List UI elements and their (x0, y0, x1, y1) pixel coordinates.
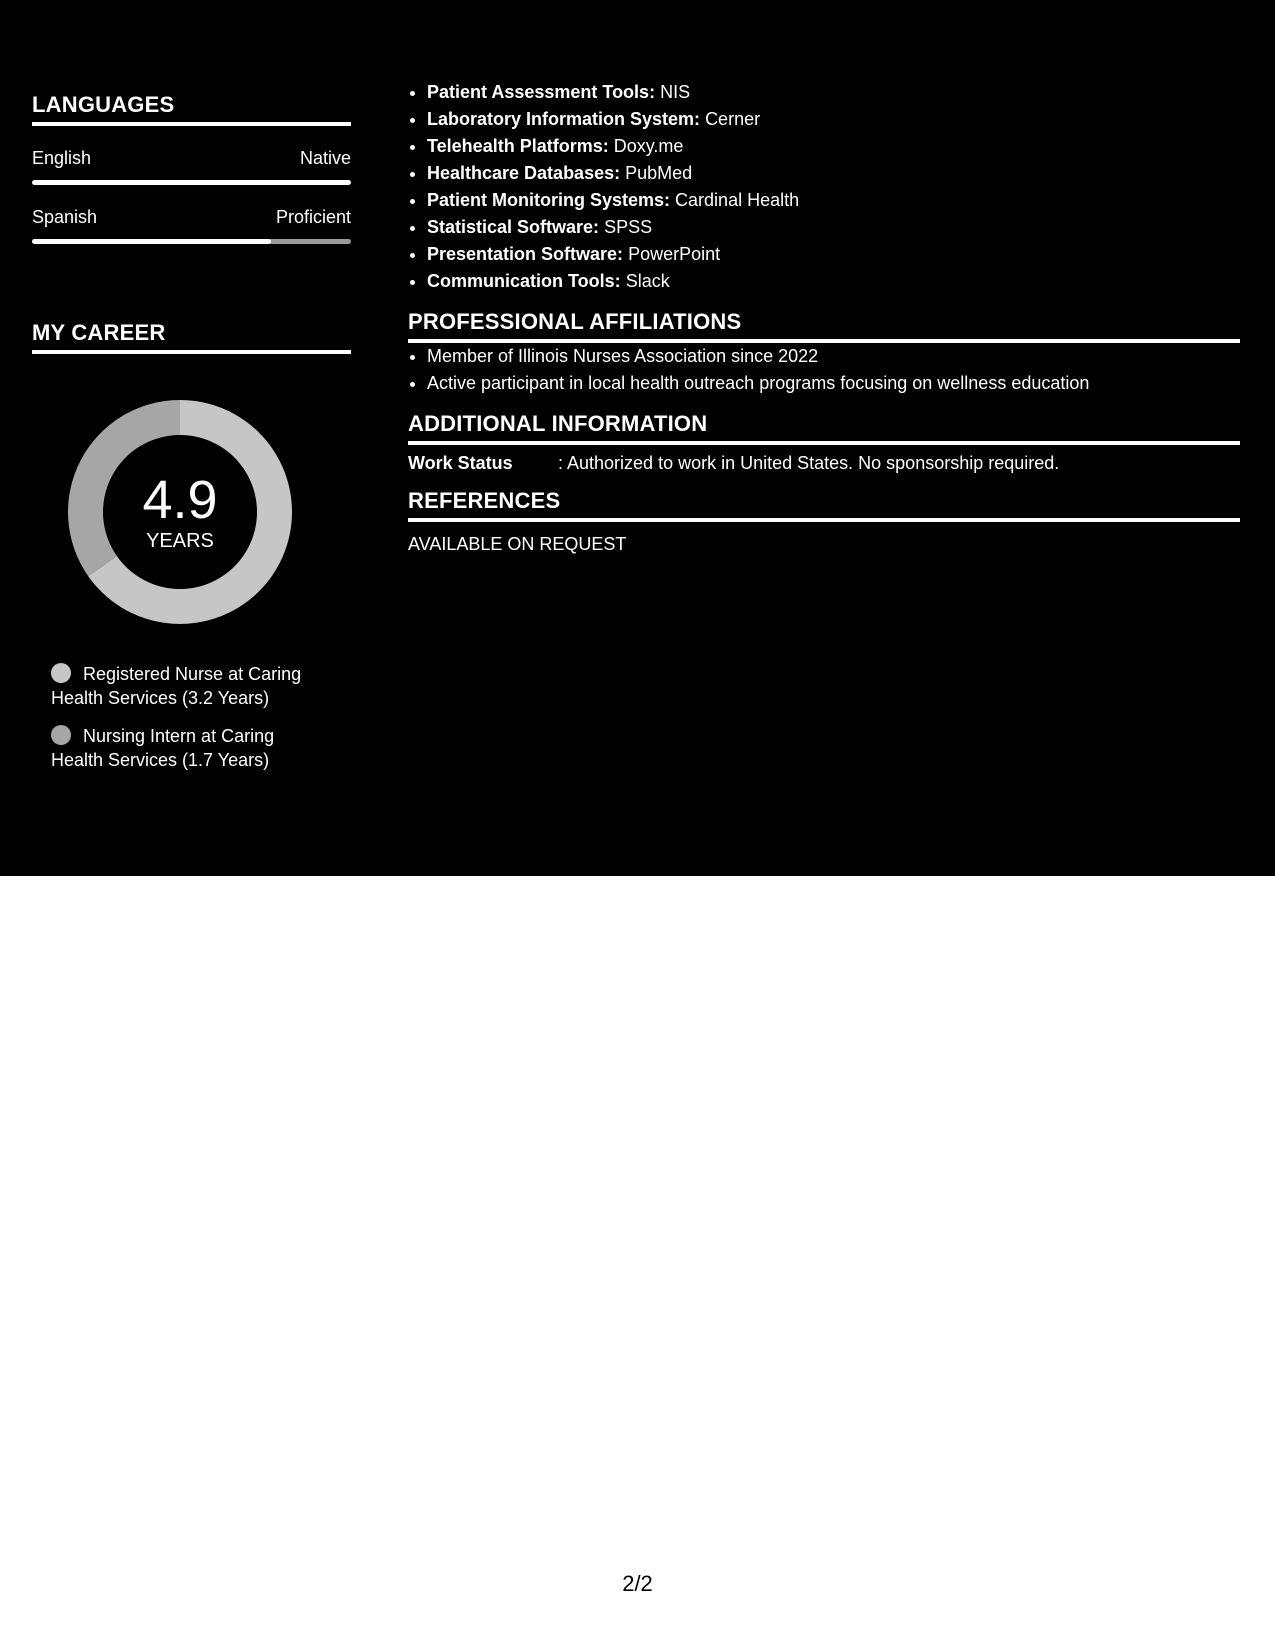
career-legend-item (51, 662, 331, 710)
right-column (408, 79, 1240, 555)
work-status-value: : Authorized to work in United States. No sponsorship required. (558, 453, 1060, 473)
language-proficiency-fill (32, 180, 351, 185)
donut-center (66, 398, 294, 626)
work-status-row (408, 453, 1240, 474)
language-name: English (32, 148, 92, 168)
career-legend (32, 662, 331, 772)
tool-item (427, 187, 1240, 214)
tool-value: PowerPoint (628, 244, 721, 264)
additional-info-title: ADDITIONAL INFORMATION (408, 411, 1240, 445)
language-proficiency-bar (32, 239, 351, 244)
tool-value: Cerner (705, 109, 761, 129)
career-legend-item (51, 724, 331, 772)
career-title: MY CAREER (32, 320, 351, 354)
tool-item (427, 160, 1240, 187)
tool-value: PubMed (625, 163, 693, 183)
legend-dot-icon (51, 725, 71, 745)
tool-label: Presentation Software: (427, 244, 624, 264)
left-column (32, 92, 351, 786)
tool-item (427, 214, 1240, 241)
tool-label: Patient Monitoring Systems: (427, 190, 671, 210)
tool-label: Healthcare Databases: (427, 163, 621, 183)
language-item-english (32, 148, 351, 185)
tool-label: Telehealth Platforms: (427, 136, 609, 156)
page-number: 2/2 (622, 1571, 653, 1596)
tool-item (427, 106, 1240, 133)
affiliations-list (408, 343, 1240, 397)
tool-value: Cardinal Health (675, 190, 800, 210)
career-total-years: 4.9 (142, 469, 218, 530)
tool-item (427, 133, 1240, 160)
language-item-spanish (32, 207, 351, 244)
tool-label: Patient Assessment Tools: (427, 82, 656, 102)
affiliation-item: • Member of Illinois Nurses Association since 2022 (427, 343, 1240, 370)
tool-label: Laboratory Information System: (427, 109, 701, 129)
career-legend-label: Registered Nurse at Caring Health Services (3.2 Years) (51, 664, 302, 708)
work-status-label: Work Status (408, 453, 513, 473)
tool-value: NIS (660, 82, 691, 102)
references-text: AVAILABLE ON REQUEST (408, 534, 627, 554)
references-title: REFERENCES (408, 488, 1240, 522)
legend-dot-icon (51, 663, 71, 683)
tool-value: Doxy.me (613, 136, 684, 156)
language-level: Native (299, 148, 351, 168)
career-total-unit: YEARS (146, 529, 214, 552)
tool-value: Slack (625, 271, 670, 291)
languages-title: LANGUAGES (32, 92, 351, 126)
tool-label: Statistical Software: (427, 217, 600, 237)
career-donut-chart (66, 398, 294, 626)
language-name: Spanish (32, 207, 98, 227)
tools-list (408, 79, 1240, 295)
tool-item (427, 241, 1240, 268)
tool-item (427, 79, 1240, 106)
tool-label: Communication Tools: (427, 271, 621, 291)
affiliation-item: • Active participant in local health outreach programs focusing on wellness education (427, 370, 1240, 397)
language-proficiency-fill (32, 239, 271, 244)
tool-value: SPSS (604, 217, 653, 237)
tool-item (427, 268, 1240, 295)
language-level: Proficient (275, 207, 351, 227)
career-legend-label: Nursing Intern at Caring Health Services (1.7 Years) (51, 726, 275, 770)
language-proficiency-bar (32, 180, 351, 185)
affiliations-title: PROFESSIONAL AFFILIATIONS (408, 309, 1240, 343)
